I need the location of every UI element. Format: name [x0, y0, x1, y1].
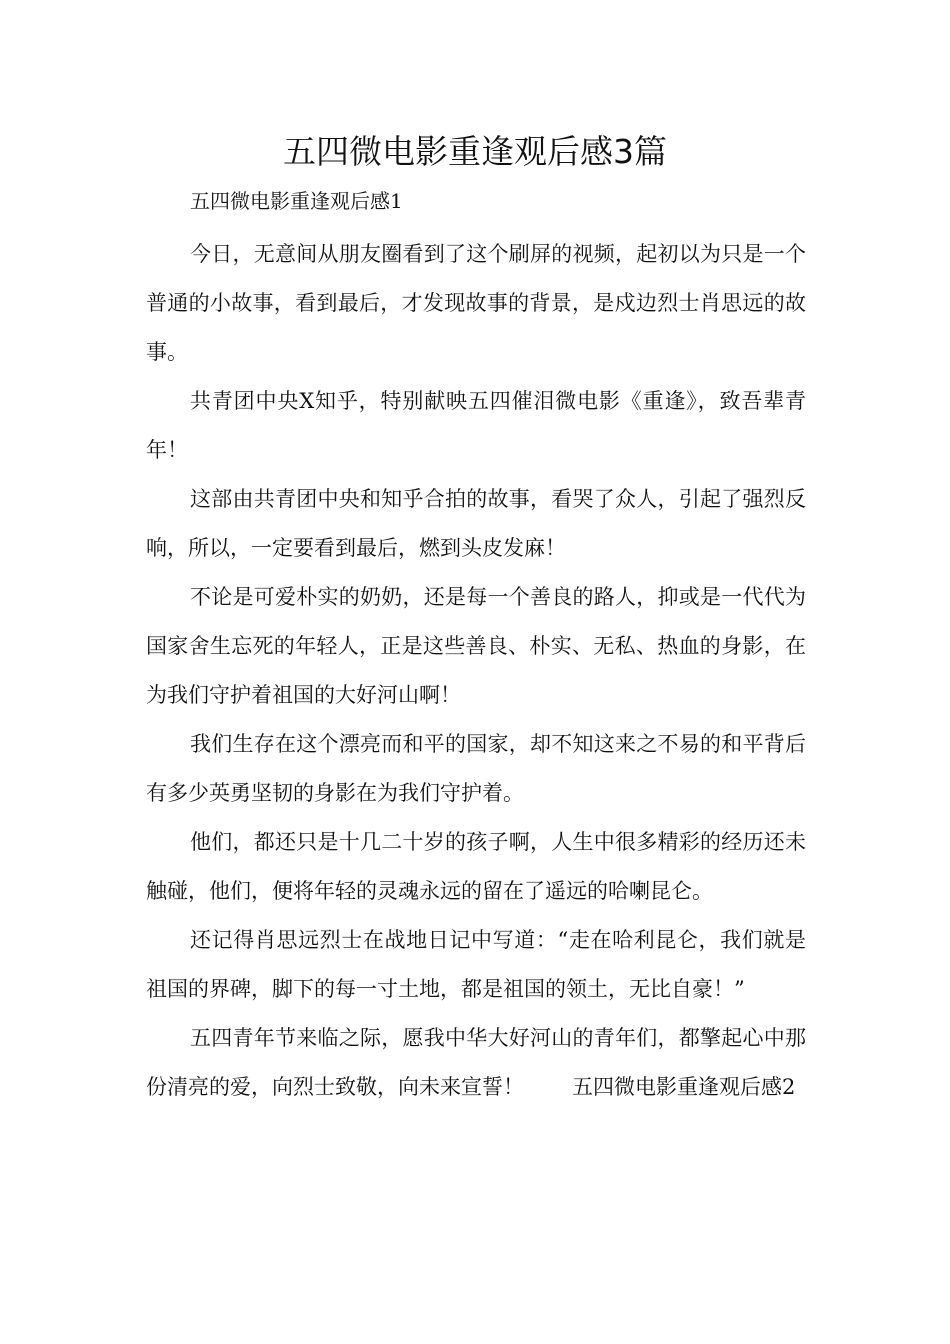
paragraph: 还记得肖思远烈士在战地日记中写道：“走在哈利昆仑，我们就是祖国的界碑，脚下的每一寸土地，都是祖国的领土，无比自豪！” — [146, 928, 806, 1001]
section-heading-2: 五四微电影重逢观后感2 — [572, 1075, 796, 1099]
paragraph: 这部由共青团中央和知乎合拍的故事，看哭了众人，引起了强烈反响，所以，一定要看到最后，燃到头皮发麻！ — [146, 487, 806, 560]
paragraph: 今日，无意间从朋友圈看到了这个刷屏的视频，起初以为只是一个普通的小故事，看到最后，才发现故事的背景，是戍边烈士肖思远的故事。 — [146, 242, 806, 364]
body-text — [146, 230, 806, 1112]
section-heading-1: 五四微电影重逢观后感1 — [190, 189, 403, 213]
last-paragraph-text: 五四青年节来临之际，愿我中华大好河山的青年们，都擎起心中那份清亮的爱，向烈士致敬，向未来宣誓！ — [146, 1026, 806, 1099]
paragraph: 我们生存在这个漂亮而和平的国家，却不知这来之不易的和平背后有多少英勇坚韧的身影在为我们守护着。 — [146, 732, 806, 805]
paragraph-last — [146, 1014, 806, 1112]
paragraph: 他们，都还只是十几二十岁的孩子啊，人生中很多精彩的经历还未触碰，他们，便将年轻的灵魂永远的留在了遥远的哈喇昆仑。 — [146, 830, 806, 903]
paragraph: 共青团中央X知乎，特别献映五四催泪微电影《重逢》，致吾辈青年！ — [146, 389, 806, 462]
paragraph: 不论是可爱朴实的奶奶，还是每一个善良的路人，抑或是一代代为国家舍生忘死的年轻人，正是这些善良、朴实、无私、热血的身影，在为我们守护着祖国的大好河山啊！ — [146, 585, 806, 707]
document-title: 五四微电影重逢观后感3篇 — [283, 132, 667, 171]
